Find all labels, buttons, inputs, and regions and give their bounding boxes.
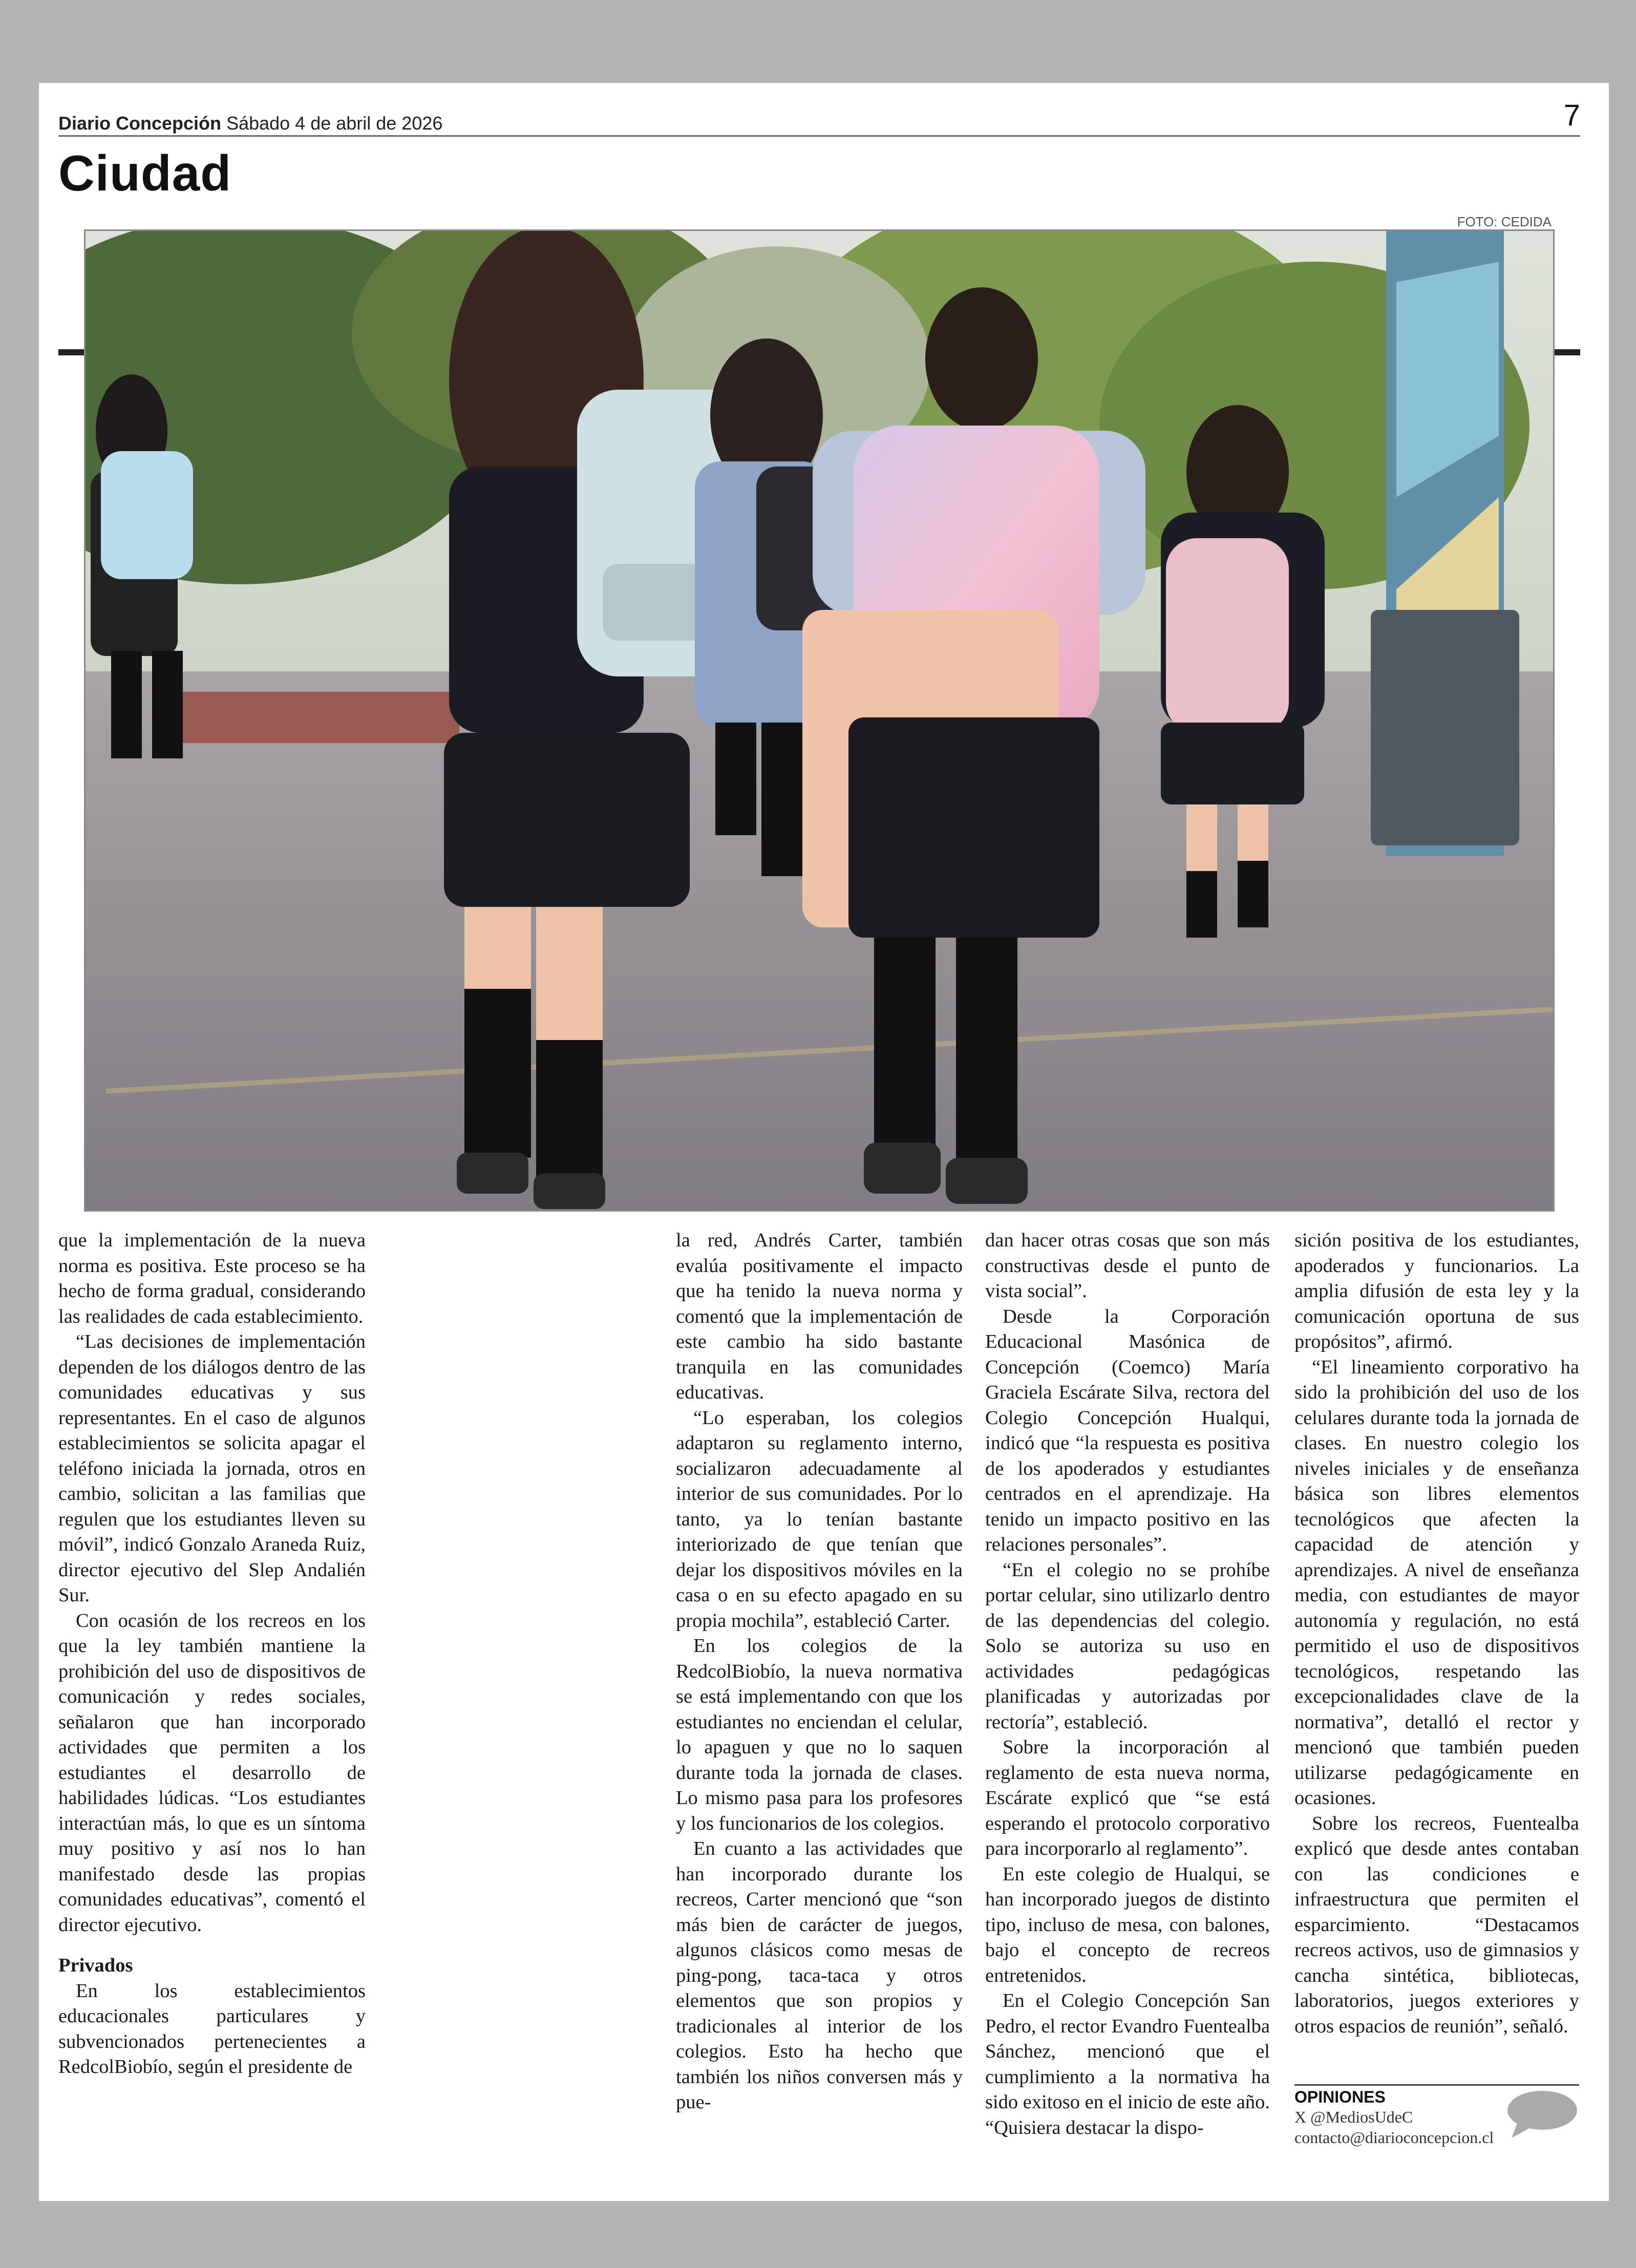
opinions-email[interactable]: contacto@diarioconcepcion.cl xyxy=(1294,2128,1494,2147)
paper-name: Diario Concepción xyxy=(58,113,222,134)
main-photo xyxy=(84,229,1555,1212)
subheading: Privados xyxy=(58,1955,133,1976)
paragraph: dan hacer otras cosas que son más constructivas desde el punto de vista social”. xyxy=(985,1230,1270,1302)
paragraph: Desde la Corporación Educacional Masónica de Concepción (Coemco) María Graciela Escárate Silva, rectora del Colegio Concepción Hualqui, indicó que “la respuesta es positiva de los apoderados y estudiantes centrados en el aprendizaje. Ha tenido un impacto positivo en las relaciones personales”. xyxy=(985,1305,1270,1555)
headline-bar-left xyxy=(58,349,85,355)
page-header xyxy=(58,113,1580,134)
page-number: 7 xyxy=(1563,99,1580,132)
column-1 xyxy=(58,1228,366,2080)
speech-bubble-icon xyxy=(1502,2089,1579,2140)
paragraph: “El lineamiento corporativo ha sido la prohibición del uso de los celulares durante toda la jornada de clases. En nuestro colegio los niveles iniciales y de enseñanza básica son libres elementos tecnológicos que afecten la capacidad de atención y aprendizajes. A nivel de enseñanza media, con estudiantes de mayor autonomía y regulación, no está permitido el uso de dispositivos tecnológicos, respetando las excepcionalidades clave de la normativa”, detalló el rector y mencionó que también pueden utilizarse pedagógicamente en ocasiones. xyxy=(1294,1356,1579,1809)
paragraph: la red, Andrés Carter, también evalúa positivamente el impacto que ha tenido la nueva norma y comentó que la implementación de este cambio ha sido bastante tranquila en las comunidades educativas. xyxy=(676,1230,963,1403)
paragraph: que la implementación de la nueva norma es positiva. Este proceso se ha hecho de forma gradual, considerando las realidades de cada establecimiento. xyxy=(58,1230,366,1327)
header-divider xyxy=(58,135,1580,137)
column-4 xyxy=(1294,1228,1579,2039)
paragraph: sición positiva de los estudiantes, apoderados y funcionarios. La amplia difusión de esta ley y la comunicación oportuna de sus propósitos”, afirmó. xyxy=(1294,1230,1579,1352)
paragraph: En este colegio de Hualqui, se han incorporado juegos de distinto tipo, incluso de mesa, con balones, bajo el concepto de recreos entretenidos. xyxy=(985,1863,1270,1986)
column-2 xyxy=(676,1228,963,2115)
paragraph: “Lo esperaban, los colegios adaptaron su reglamento interno, socializaron adecuadamente al interior de sus comunidades. Por lo tanto, ya lo tenían bastante interiorizado de que tenían que dejar los dispositivos móviles en la casa o en su efecto apagado en su propia mochila”, estableció Carter. xyxy=(676,1407,963,1631)
paragraph: Con ocasión de los recreos en los que la ley también mantiene la prohibición del uso de dispositivos de comunicación y redes sociales, señalaron que han incorporado actividades que permiten a los estudiantes el desarrollo de habilidades lúdicas. “Los estudiantes interactúan más, lo que es un síntoma muy positivo y así nos lo han manifestado desde las propias comunidades educativas”, comentó el director ejecutivo. xyxy=(58,1609,366,1936)
paragraph: Sobre los recreos, Fuentealba explicó que desde antes contaban con las condiciones e infraestructura que permiten el esparcimiento. “Destacamos recreos activos, uso de gimnasios y cancha sintética, bibliotecas, laboratorios, juegos exteriores y otros espacios de reunión”, señaló. xyxy=(1294,1812,1579,2037)
paragraph: Sobre la incorporación al reglamento de esta nueva norma, Escárate explicó que “se está esperando el protocolo corporativo para incorporarlo al reglamento”. xyxy=(985,1736,1270,1859)
opinions-box xyxy=(1294,2084,1579,2148)
paragraph: En los colegios de la RedcolBiobío, la nueva normativa se está implementando con que los estudiantes no enciendan el celular, lo apaguen y que no lo saquen durante toda la jornada de clases. Lo mismo pasa para los profesores y los funcionarios de los colegios. xyxy=(676,1635,963,1834)
photo-schoolgirls-walking-icon xyxy=(86,231,1553,1210)
column-3 xyxy=(985,1228,1270,2140)
paragraph: En el Colegio Concepción San Pedro, el rector Evandro Fuentealba Sánchez, mencionó que el cumplimiento a la normativa ha sido exitoso en el inicio de este año. “Quisiera destacar la dispo- xyxy=(985,1990,1270,2138)
paragraph: “Las decisiones de implementación dependen de los diálogos dentro de las comunidades educativas y sus representantes. En el caso de algunos establecimientos se solicita apagar el teléfono iniciada la jornada, otros en cambio, solicitan a las familias que regulen que los estudiantes lleven su móvil”, indicó Gonzalo Araneda Ruiz, director ejecutivo del Slep Andalién Sur. xyxy=(58,1331,366,1606)
opinions-label: OPINIONES xyxy=(1294,2088,1386,2106)
paragraph: En los establecimientos educacionales particulares y subvencionados pertenecientes a RedcolBiobío, según el presidente de xyxy=(58,1980,366,2078)
paragraph: En cuanto a las actividades que han incorporado durante los recreos, Carter mencionó que “son más bien de carácter de juegos, algunos clásicos como mesas de ping-pong, taca-taca y otros elementos que son propios y tradicionales al interior de los colegios. Esto ha hecho que también los niños conversen más y pue- xyxy=(676,1838,963,2113)
newspaper-page xyxy=(39,83,1609,2201)
paragraph: “En el colegio no se prohíbe portar celular, sino utilizarlo dentro de las dependencias del colegio. Solo se autoriza su uso en actividades pedagógicas planificadas y autorizadas por rectoría”, estableció. xyxy=(985,1559,1270,1733)
section-title: Ciudad xyxy=(58,145,232,201)
opinions-social-handle[interactable]: X @MediosUdeC xyxy=(1294,2108,1413,2126)
photo-credit: FOTO: CEDIDA xyxy=(1457,214,1552,229)
issue-date: Sábado 4 de abril de 2026 xyxy=(226,113,443,134)
